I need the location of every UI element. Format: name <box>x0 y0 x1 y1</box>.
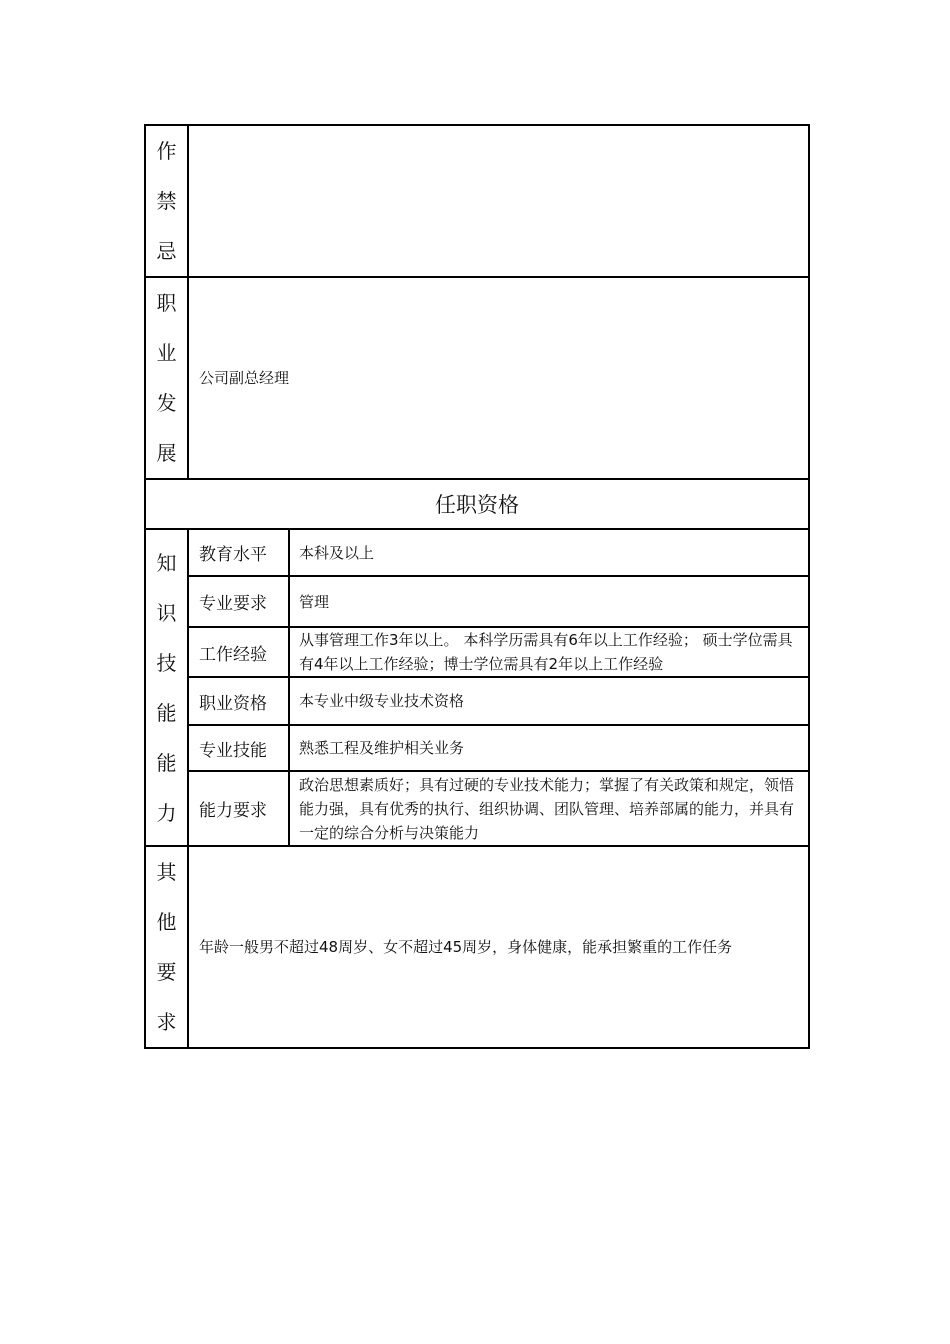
experience-label: 工作经验 <box>188 627 289 677</box>
certification-value: 本专业中级专业技术资格 <box>289 677 809 725</box>
knowledge-skills-label: 知 识 技 能 能 力 <box>145 529 188 846</box>
taboos-content <box>188 125 809 277</box>
other-content: 年龄一般男不超过48周岁、女不超过45周岁，身体健康，能承担繁重的工作任务 <box>188 846 809 1048</box>
major-value: 管理 <box>289 576 809 627</box>
career-label: 职 业 发 展 <box>145 277 188 479</box>
education-value: 本科及以上 <box>289 529 809 576</box>
skills-value: 熟悉工程及维护相关业务 <box>289 725 809 771</box>
education-label: 教育水平 <box>188 529 289 576</box>
qualification-row <box>145 725 809 771</box>
qualifications-header: 任职资格 <box>145 479 809 529</box>
qualification-row <box>145 677 809 725</box>
taboos-row <box>145 125 809 277</box>
taboos-label: 作 禁 忌 <box>145 125 188 277</box>
qualifications-header-row <box>145 479 809 529</box>
experience-value: 从事管理工作3年以上。 本科学历需具有6年以上工作经验； 硕士学位需具有4年以上工作经验；博士学位需具有2年以上工作经验 <box>289 627 809 677</box>
other-row <box>145 846 809 1048</box>
qualification-row <box>145 529 809 576</box>
career-row <box>145 277 809 479</box>
ability-label: 能力要求 <box>188 771 289 846</box>
skills-label: 专业技能 <box>188 725 289 771</box>
career-content: 公司副总经理 <box>188 277 809 479</box>
ability-value: 政治思想素质好；具有过硬的专业技术能力；掌握了有关政策和规定，领悟能力强，具有优秀的执行、组织协调、团队管理、培养部属的能力，并具有一定的综合分析与决策能力 <box>289 771 809 846</box>
qualification-row <box>145 627 809 677</box>
certification-label: 职业资格 <box>188 677 289 725</box>
other-label: 其 他 要 求 <box>145 846 188 1048</box>
job-description-table <box>144 124 810 1049</box>
qualification-row <box>145 576 809 627</box>
major-label: 专业要求 <box>188 576 289 627</box>
qualification-row <box>145 771 809 846</box>
